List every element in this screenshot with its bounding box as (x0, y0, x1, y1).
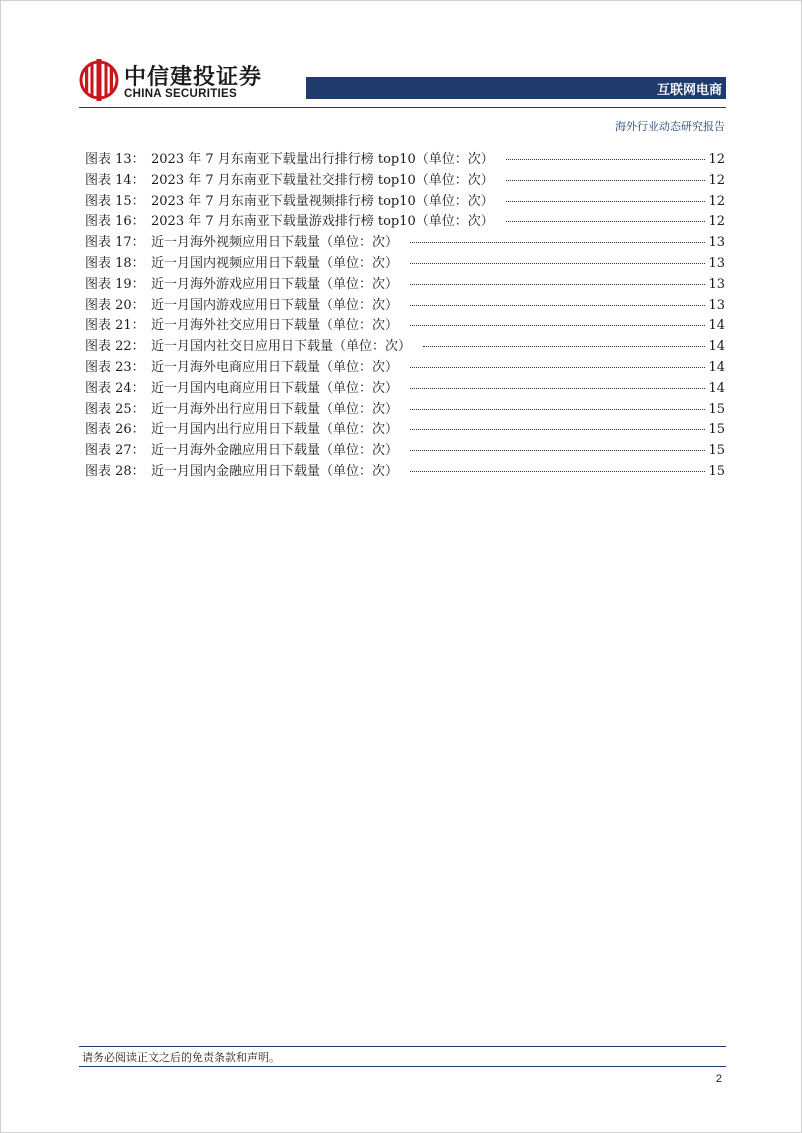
toc-dot-leader (410, 471, 705, 472)
toc-entry-page: 15 (708, 401, 725, 417)
toc-entry[interactable] (85, 254, 735, 275)
toc-entry-title: 2023 年 7 月东南亚下载量社交排行榜 top10（单位：次） (151, 172, 494, 188)
toc-entry-page: 12 (708, 152, 725, 167)
toc-dot-leader (410, 367, 705, 368)
toc-entry-label: 图表 14： (85, 172, 145, 188)
toc-entry-title: 近一月国内游戏应用日下载量（单位：次） (151, 297, 399, 313)
toc-dot-leader (410, 284, 705, 285)
toc-entry-page: 14 (708, 318, 725, 334)
toc-entry-label: 图表 18： (85, 255, 145, 271)
toc-entry-title: 2023 年 7 月东南亚下载量视频排行榜 top10（单位：次） (151, 193, 494, 209)
toc-entry-page: 15 (708, 422, 725, 438)
toc-entry-label: 图表 19： (85, 276, 145, 292)
toc-entry-title: 近一月海外社交应用日下载量（单位：次） (151, 318, 399, 334)
toc-entry[interactable] (85, 316, 735, 337)
toc-entry[interactable] (85, 171, 735, 192)
toc-entry-page: 14 (708, 339, 725, 355)
toc-entry-page: 15 (708, 463, 725, 479)
toc-entry[interactable] (85, 441, 735, 462)
toc-entry[interactable] (85, 462, 735, 483)
toc-entry-label: 图表 17： (85, 235, 145, 251)
toc-entry-title: 近一月国内电商应用日下载量（单位：次） (151, 380, 399, 396)
toc-entry-page: 13 (708, 276, 725, 292)
toc-dot-leader (423, 346, 705, 347)
toc-entry-title: 近一月国内出行应用日下载量（单位：次） (151, 422, 399, 438)
brand-name-en: CHINA SECURITIES (124, 88, 237, 100)
toc-entry-label: 图表 21： (85, 318, 145, 334)
toc-entry-page: 12 (708, 214, 725, 230)
toc-entry-page: 12 (708, 193, 725, 209)
toc-entry-label: 图表 13： (85, 152, 145, 167)
toc-entry-page: 13 (708, 255, 725, 271)
toc-entry-title: 近一月海外电商应用日下载量（单位：次） (151, 359, 399, 375)
toc-entry-label: 图表 15： (85, 193, 145, 209)
toc-dot-leader (506, 201, 705, 202)
toc-entry[interactable] (85, 337, 735, 358)
toc-dot-leader (506, 180, 705, 181)
toc-entry[interactable] (85, 296, 735, 317)
toc-entry[interactable] (85, 233, 735, 254)
toc-entry-label: 图表 20： (85, 297, 145, 313)
disclaimer-note: 请务必阅读正文之后的免责条款和声明。 (82, 1051, 280, 1064)
footer-divider-lower (79, 1066, 726, 1067)
toc-entry-label: 图表 25： (85, 401, 145, 417)
report-type: 海外行业动态研究报告 (615, 120, 725, 133)
toc-entry-label: 图表 26： (85, 422, 145, 438)
toc-entry-title: 2023 年 7 月东南亚下载量游戏排行榜 top10（单位：次） (151, 214, 494, 230)
toc-entry-title: 近一月国内社交日应用日下载量（单位：次） (151, 339, 412, 355)
toc-dot-leader (506, 159, 705, 160)
toc-dot-leader (410, 242, 705, 243)
toc-entry-label: 图表 28： (85, 463, 145, 479)
toc-entry[interactable] (85, 420, 735, 441)
toc-entry[interactable] (85, 275, 735, 296)
toc-entry-title: 近一月海外出行应用日下载量（单位：次） (151, 401, 399, 417)
toc-entry[interactable] (85, 192, 735, 213)
toc-entry-label: 图表 23： (85, 359, 145, 375)
toc-entry-page: 14 (708, 380, 725, 396)
section-label: 互联网电商 (656, 83, 722, 98)
toc-dot-leader (410, 325, 705, 326)
brand-name-cn: 中信建投证券 (124, 65, 263, 90)
footer-divider (79, 1046, 726, 1047)
toc-entry-page: 13 (708, 235, 725, 251)
china-securities-logo-icon (79, 56, 119, 104)
figure-list (85, 150, 735, 483)
toc-dot-leader (410, 305, 705, 306)
toc-entry-label: 图表 27： (85, 443, 145, 459)
toc-entry-title: 近一月海外游戏应用日下载量（单位：次） (151, 276, 399, 292)
toc-entry[interactable] (85, 400, 735, 421)
toc-entry-title: 近一月国内金融应用日下载量（单位：次） (151, 463, 399, 479)
toc-entry-title: 近一月海外视频应用日下载量（单位：次） (151, 235, 399, 251)
toc-entry-page: 12 (708, 172, 725, 188)
toc-entry-label: 图表 16： (85, 214, 145, 230)
toc-dot-leader (410, 429, 705, 430)
toc-dot-leader (410, 409, 705, 410)
toc-entry[interactable] (85, 212, 735, 233)
header-divider (79, 107, 726, 108)
toc-entry-page: 15 (708, 443, 725, 459)
page-number: 2 (715, 1073, 722, 1085)
toc-dot-leader (506, 221, 705, 222)
toc-dot-leader (410, 263, 705, 264)
toc-entry-page: 14 (708, 359, 725, 375)
toc-dot-leader (410, 388, 705, 389)
toc-entry[interactable] (85, 358, 735, 379)
toc-entry-title: 近一月海外金融应用日下载量（单位：次） (151, 443, 399, 459)
toc-entry-label: 图表 22： (85, 339, 145, 355)
toc-entry[interactable] (85, 150, 735, 171)
toc-entry-page: 13 (708, 297, 725, 313)
toc-entry-label: 图表 24： (85, 380, 145, 396)
toc-entry-title: 近一月国内视频应用日下载量（单位：次） (151, 255, 399, 271)
toc-entry[interactable] (85, 379, 735, 400)
toc-entry-title: 2023 年 7 月东南亚下载量出行排行榜 top10（单位：次） (151, 152, 494, 167)
toc-dot-leader (410, 450, 705, 451)
header-bar (306, 77, 726, 99)
